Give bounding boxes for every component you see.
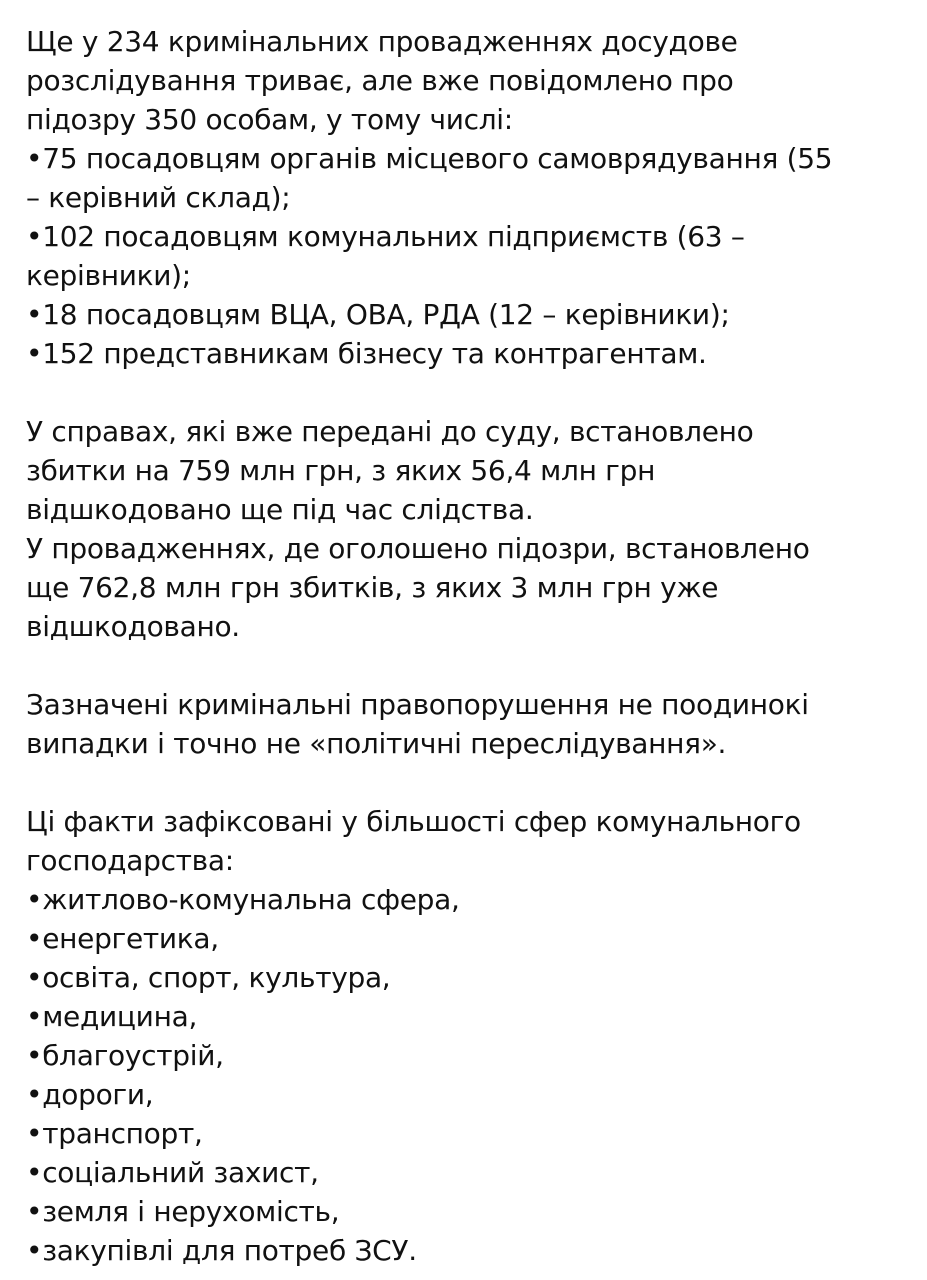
list-item: •дороги,: [26, 1078, 154, 1111]
list-item: •75 посадовцям органів місцевого самоврядування (55: [26, 142, 833, 175]
paragraph-gap: [26, 373, 903, 412]
section-statement: [26, 685, 903, 763]
list-item: керівники);: [26, 259, 191, 292]
text-line: Ще у 234 кримінальних провадженнях досудове: [26, 25, 738, 58]
text-line: Зазначені кримінальні правопорушення не поодинокі: [26, 688, 809, 721]
list-item: •18 посадовцям ВЦА, ОВА, РДА (12 – керівники);: [26, 298, 730, 331]
text-line: У справах, які вже передані до суду, встановлено: [26, 415, 754, 448]
text-line: випадки і точно не «політичні переслідування».: [26, 727, 727, 760]
list-item: •енергетика,: [26, 922, 219, 955]
text-line: Ці факти зафіксовані у більшості сфер комунального: [26, 805, 801, 838]
paragraph-gap: [26, 763, 903, 802]
list-item: •соціальний захист,: [26, 1156, 319, 1189]
text-line: розслідування триває, але вже повідомлено про: [26, 64, 734, 97]
paragraph-gap: [26, 646, 903, 685]
section-spheres: [26, 802, 903, 1270]
text-line: господарства:: [26, 844, 234, 877]
list-item: •закупівлі для потреб ЗСУ.: [26, 1234, 417, 1267]
list-item: •152 представникам бізнесу та контрагентам.: [26, 337, 707, 370]
list-item: •благоустрій,: [26, 1039, 224, 1072]
list-item: •освіта, спорт, культура,: [26, 961, 391, 994]
text-line: У провадженнях, де оголошено підозри, встановлено: [26, 532, 810, 565]
text-line: відшкодовано.: [26, 610, 240, 643]
list-item: •медицина,: [26, 1000, 198, 1033]
text-line: відшкодовано ще під час слідства.: [26, 493, 534, 526]
list-item: •102 посадовцям комунальних підприємств (63 –: [26, 220, 745, 253]
text-line: підозру 350 особам, у тому числі:: [26, 103, 513, 136]
section-investigations: [26, 22, 903, 373]
section-damages: [26, 412, 903, 646]
text-line: ще 762,8 млн грн збитків, з яких 3 млн грн уже: [26, 571, 719, 604]
list-item: •земля і нерухомість,: [26, 1195, 340, 1228]
list-item: •транспорт,: [26, 1117, 203, 1150]
text-line: збитки на 759 млн грн, з яких 56,4 млн грн: [26, 454, 656, 487]
list-item: – керівний склад);: [26, 181, 291, 214]
list-item: •житлово-комунальна сфера,: [26, 883, 460, 916]
